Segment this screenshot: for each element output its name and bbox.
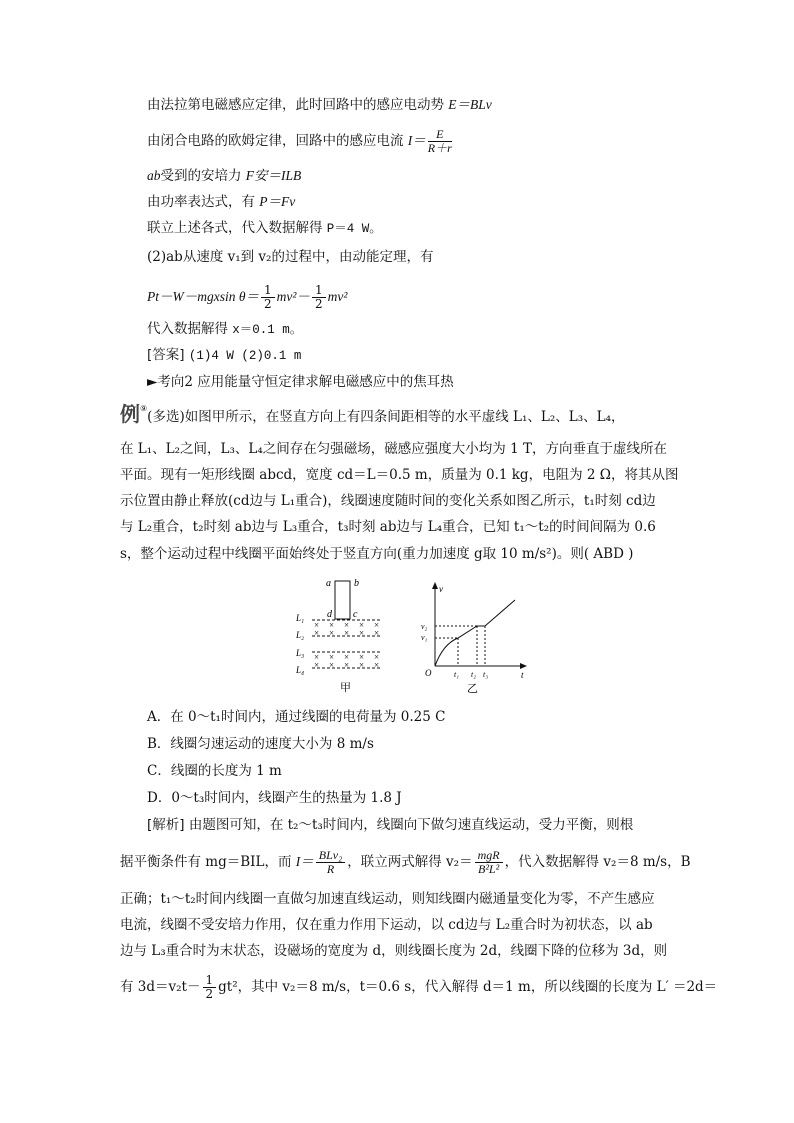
line-text: 代入数据解得 bbox=[147, 321, 228, 337]
v-axis-arrow-icon bbox=[432, 582, 438, 589]
label-v1: v₁ bbox=[421, 633, 428, 642]
text-line: 与 L₂重合，t₂时刻 ab边与 L₃重合，t₃时刻 ab边与 L₄重合，已知 t₁～t₂的时间间隔为 0.6 bbox=[120, 519, 656, 535]
fraction: $\frac{1}{2}$ bbox=[261, 284, 275, 311]
label-t2: t₂ bbox=[471, 670, 477, 679]
field-x-mark: × bbox=[329, 628, 335, 638]
text-line: s，整个运动过程中线圈平面始终处于竖直方向(重力加速度 g取 10 m/s²)。则( ABD ) bbox=[120, 546, 634, 562]
line-text: 由题图可知，在 t₂～t₃时间内，线圈向下做匀速直线运动，受力平衡，则根 bbox=[188, 817, 634, 833]
figure-coil-field bbox=[290, 575, 400, 695]
example-label: 例 bbox=[120, 402, 140, 426]
option-C: C．线圈的长度为 1 m bbox=[147, 763, 282, 779]
answer-line bbox=[147, 346, 301, 365]
label-t3: t₃ bbox=[483, 670, 489, 679]
label-d: d bbox=[327, 609, 332, 620]
answer-text: (1)4 W (2)0.1 m bbox=[188, 349, 302, 363]
field-x-mark: × bbox=[359, 652, 365, 662]
analysis-line bbox=[147, 816, 633, 834]
label-a: a bbox=[326, 578, 331, 589]
field-x-mark: × bbox=[374, 660, 380, 670]
fraction: $\frac{1}{2}$ bbox=[203, 974, 217, 1001]
formula: F安＝ILB bbox=[245, 168, 302, 183]
line-text: ，代入数据解得 v₂＝8 m/s，B bbox=[504, 854, 691, 870]
text-line: 边与 L₃重合时为末状态，设磁场的宽度为 d，则线圈长度为 2d，线圈下降的位移为 3d，则 bbox=[120, 943, 668, 959]
fraction: $\frac{\text{mgR}}{\text{B²L²}}$ bbox=[475, 849, 503, 876]
line-text: 由法拉第电磁感应定律，此时回路中的感应电动势 bbox=[147, 97, 444, 113]
label-L4: L₄ bbox=[296, 665, 305, 675]
line-text: 有 3d＝v₂t－ bbox=[120, 979, 201, 995]
line-text: ，联立两式解得 v₂＝ bbox=[347, 854, 473, 870]
example-number: ⑨ bbox=[140, 404, 148, 413]
text-line: 电流，线圈不受安培力作用，仅在重力作用下运动，以 cd边与 L₂重合时为初状态，以 ab bbox=[120, 917, 653, 933]
figure-caption: 甲 bbox=[340, 682, 351, 694]
field-x-mark: × bbox=[374, 628, 380, 638]
label-L1: L₁ bbox=[296, 613, 305, 623]
axis-label-v: v bbox=[439, 584, 443, 594]
field-x-mark: × bbox=[314, 652, 320, 662]
text-line: 示位置由静止释放(cd边与 L₁重合)，线圈速度随时间的变化关系如图乙所示，t₁时刻 cd边 bbox=[120, 493, 656, 509]
label-L3: L₃ bbox=[296, 648, 305, 658]
field-x-mark: × bbox=[314, 620, 320, 630]
text-line bbox=[147, 284, 347, 311]
formula: I＝ bbox=[407, 133, 426, 148]
field-x-mark: × bbox=[374, 620, 380, 630]
answer-tag: [答案] bbox=[147, 347, 185, 363]
label-t1: t₁ bbox=[454, 670, 460, 679]
field-x-mark: × bbox=[359, 628, 365, 638]
section-heading: ►考向2 应用能量守恒定律求解电磁感应中的焦耳热 bbox=[147, 374, 454, 390]
fraction: $\frac{\text{BLv₂}}{R}$ bbox=[316, 849, 346, 876]
line-text: 联立上述各式，代入数据解得 bbox=[147, 220, 323, 236]
fraction: $\frac{E}{R+r}$ bbox=[427, 127, 452, 155]
option-D: D．0～t₃时间内，线圈产生的热量为 1.8 J bbox=[147, 790, 402, 806]
formula: E＝BLv bbox=[448, 97, 492, 112]
axis-label-t: t bbox=[521, 670, 524, 680]
text-line bbox=[147, 219, 382, 238]
label-v2: v₂ bbox=[421, 622, 428, 631]
formula: x＝0.1 m。 bbox=[232, 323, 303, 337]
formula: mv² bbox=[327, 289, 348, 304]
field-x-mark: × bbox=[344, 652, 350, 662]
line-text: 由闭合电路的欧姆定律，回路中的感应电流 bbox=[147, 133, 404, 149]
field-x-mark: × bbox=[344, 660, 350, 670]
field-x-mark: × bbox=[314, 660, 320, 670]
fraction: $\frac{1}{2}$ bbox=[312, 284, 326, 311]
figure-vt-graph bbox=[415, 578, 535, 696]
label-c: c bbox=[353, 609, 358, 620]
option-A: A．在 0～t₁时间内，通过线圈的电荷量为 0.25 C bbox=[147, 709, 446, 725]
formula: P＝4 W。 bbox=[326, 222, 382, 236]
magnetic-field-marks bbox=[314, 620, 379, 670]
line-text: gt²，其中 v₂＝8 m/s，t＝0.6 s，代入解得 d＝1 m，所以线圈的长度为 L′ ＝2d＝ bbox=[218, 979, 718, 995]
field-x-mark: × bbox=[314, 628, 320, 638]
figure-caption: 乙 bbox=[467, 683, 478, 695]
analysis-tag: [解析] bbox=[147, 817, 185, 833]
text-line bbox=[120, 849, 691, 876]
text-line bbox=[147, 96, 492, 114]
text-line bbox=[147, 167, 301, 185]
text-line bbox=[147, 128, 454, 155]
coil-rect bbox=[335, 581, 350, 619]
text-line: (2)ab从速度 v₁到 v₂的过程中，由动能定理，有 bbox=[147, 249, 434, 265]
label-b: b bbox=[354, 578, 359, 589]
line-text: 据平衡条件有 mg＝BIL，而 bbox=[120, 854, 292, 870]
formula: ab bbox=[147, 168, 161, 183]
field-x-mark: × bbox=[329, 652, 335, 662]
option-B: B．线圈匀速运动的速度大小为 8 m/s bbox=[147, 736, 374, 752]
field-x-mark: × bbox=[374, 652, 380, 662]
text-line bbox=[120, 974, 717, 1001]
field-x-mark: × bbox=[359, 620, 365, 630]
formula: Pt－W－mgxsin θ＝ bbox=[147, 289, 259, 304]
example-line bbox=[120, 400, 625, 426]
field-x-mark: × bbox=[329, 660, 335, 670]
formula: I＝ bbox=[295, 854, 314, 869]
field-x-mark: × bbox=[344, 628, 350, 638]
vt-curve bbox=[435, 600, 515, 666]
formula: P＝Fv bbox=[259, 194, 296, 209]
text-line bbox=[147, 193, 295, 211]
label-L2: L₂ bbox=[296, 630, 305, 640]
t-axis-arrow-icon bbox=[520, 663, 527, 669]
line-text: 受到的安培力 bbox=[160, 168, 242, 184]
text-line: 在 L₁、L₂之间，L₃、L₄之间存在匀强磁场，磁感应强度大小均为 1 T，方向垂直于虚线所在 bbox=[120, 441, 667, 457]
field-x-mark: × bbox=[329, 620, 335, 630]
line-text: 由功率表达式，有 bbox=[147, 194, 255, 210]
text-line bbox=[147, 320, 302, 339]
text-line: 平面。现有一矩形线圈 abcd，宽度 cd＝L＝0.5 m，质量为 0.1 kg，电阻为 2 Ω，将其从图 bbox=[120, 467, 679, 483]
line-text: (多选)如图甲所示，在竖直方向上有四条间距相等的水平虚线 L₁、L₂、L₃、L₄， bbox=[147, 409, 625, 425]
field-x-mark: × bbox=[344, 620, 350, 630]
text-line: 正确；t₁～t₂时间内线圈一直做匀加速直线运动，则知线圈内磁通量变化为零，不产生感应 bbox=[120, 891, 655, 907]
field-x-mark: × bbox=[359, 660, 365, 670]
origin-label: O bbox=[425, 668, 432, 678]
formula: mv²－ bbox=[276, 289, 310, 304]
